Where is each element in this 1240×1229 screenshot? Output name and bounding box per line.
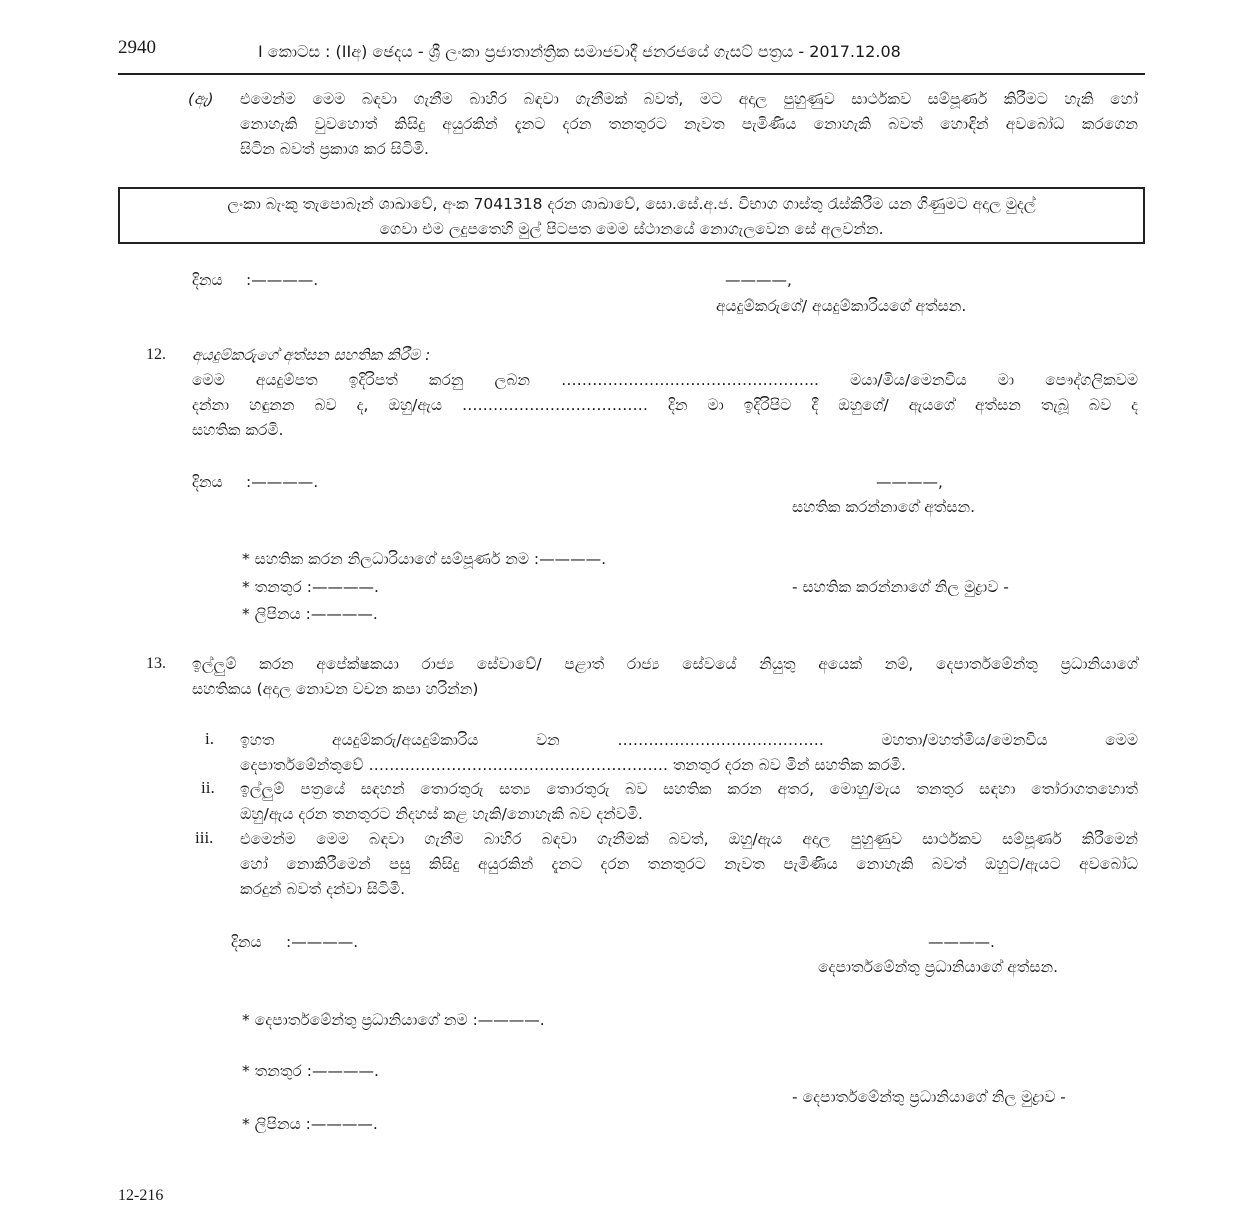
date-label: දිනය [192, 473, 223, 491]
section-number: 12. [146, 346, 166, 363]
gazette-header-title: I කොටස : (IIඅ) ඡෙදය - ශ්‍රී ලංකා ප්‍රජාතාන්ත්‍රික සමාජවාදී ජනරජයේ ගැසට් පත්‍රය - 2017.12.08 [258, 42, 901, 61]
list-item-line: හෝ නොකිරීමෙන් පසු කිසිදු අයුරකින් දැනට දරන තනතුරට නැවත පැමිණිය නොහැකි බවත් ඔහුට/ඇයට අවබෝධ [240, 855, 1138, 873]
section-line: දන්නා හඳුනන බව ද, ඔහු/ඇය ……………………………… දින මා ඉදිරිපිට දී ඔහුගේ/ ඇයගේ අත්සන තැබූ බව ද [192, 396, 1138, 414]
header-rule [118, 73, 1145, 75]
signature-line: ————. [928, 933, 995, 951]
list-item-line: කරදුන් බවත් දන්වා සිටිමි. [240, 880, 406, 898]
payment-receipt-box [118, 187, 1145, 244]
paragraph-line: නොහැකි වුවහොත් කිසිදු අයුරකින් දැනට දරන තනතුරට නැවත පැමිණිය නොහැකි බවත් හොඳින් අවබෝධ කරගෙන [240, 115, 1138, 133]
paragraph-line: එමෙන්ම මෙම බඳවා ගැනීම බාහිර බඳවා ගැනීමක් බවත්, මට අදාල පුහුණුව සාර්ථකව සම්පූර්ණ කිරීමට හැකි හෝ [240, 90, 1138, 108]
signature-line: ————, [876, 473, 943, 491]
head-address-field: * ලිපිනය :————. [242, 1115, 378, 1133]
list-item-line: එමෙන්ම මෙම බඳවා ගැනීම බාහිර බඳවා ගැනීමක් බවත්, ඔහු/ඇය අදාල පුහුණුව සාර්ථකව සම්පූර්ණ කිරීමෙන් [240, 830, 1138, 848]
page-number: 2940 [118, 37, 156, 58]
official-seal-caption: - දෙපාර්තමේන්තු ප්‍රධානියාගේ නිල මුද්‍රාව - [792, 1088, 1066, 1106]
section-number: 13. [146, 655, 166, 672]
signature-caption: අයදුම්කරුගේ/ අයදුම්කාරියගේ අත්සන. [716, 297, 967, 315]
signature-caption: සහතික කරන්නාගේ අත්සන. [792, 498, 976, 516]
date-label: දිනය [231, 933, 262, 951]
section-line: ඉල්ලුම් කරන අපේක්ෂකයා රාජ්‍ය සේවාවේ/ පළාත් රාජ්‍ය සේවයේ නියුතු අයෙක් නම්, දෙපාර්තමේන්තු ප්‍රධානියාගේ [192, 655, 1138, 673]
list-item-number: i. [205, 729, 214, 748]
list-item-number: ii. [201, 778, 215, 797]
list-item-line: ඔහු/ඇය දරන තනතුරට නිදහස් කළ හැකි/නොහැකි බව දන්වමි. [240, 805, 643, 823]
date-blank: :————. [246, 473, 319, 491]
date-blank: :————. [246, 271, 319, 289]
head-designation-field: * තනතුර :————. [242, 1062, 379, 1080]
certifier-name-field: * සහතික කරන නිලධාරියාගේ සම්පූර්ණ නම :————. [242, 550, 607, 568]
certifier-designation-field: * තනතුර :————. [242, 578, 379, 596]
box-text-line: ගෙවා එම ලදුපතෙහි මුල් පිටපත මෙම ස්ථානයේ නොගැලවෙන සේ අලවන්න. [379, 220, 884, 238]
date-label: දිනය [192, 271, 223, 289]
official-seal-caption: - සහතික කරන්නාගේ නිල මුද්‍රාව - [792, 578, 1009, 596]
signature-caption: දෙපාර්තමේන්තු ප්‍රධානියාගේ අත්සන. [818, 958, 1059, 976]
list-item-line: දෙපාර්තමේන්තුවේ …………………………………………………. තනතුර දරන බව මින් සහතික කරමි. [240, 756, 906, 774]
section-heading: අයදුම්කරුගේ අත්සන සහතික කිරීම : [192, 346, 431, 364]
box-text-line: ලංකා බැංකු තැපොබෑන් ශාඛාවේ, අංක 7041318 දරන ශාඛාවේ, සො.සේ.අ.ජ. විභාග ගාස්තු රැස්කිරීම යන ගිණුමට අදාල මුදල් [227, 195, 1036, 213]
list-item-number: iii. [195, 828, 214, 847]
date-blank: :————. [286, 933, 359, 951]
signature-line: ————, [725, 271, 792, 289]
certifier-address-field: * ලිපිනය :————. [242, 605, 378, 623]
section-line: මෙම අයදුම්පත ඉදිරිපත් කරනු ලබන ………………………………………….. මයා/මිය/මෙනවිය මා පෞද්ගලිකවම [192, 371, 1138, 389]
list-item-line: ඉල්ලුම් පත්‍රයේ සඳහන් තොරතුරු සත්‍ය තොරතුරු බව සහතික කරන අතර, මොහු/මැය තනතුර සඳහා තෝරාගතහොත් [240, 780, 1138, 798]
paragraph-label: (ඇ) [188, 90, 214, 108]
list-item-line: ඉහත අයදුම්කරු/අයදුම්කාරිය වන …………………………………. මහතා/මහත්මිය/මෙනවිය මෙම [240, 731, 1138, 749]
head-name-field: * දෙපාර්තමේන්තු ප්‍රධානියාගේ නම :————. [242, 1011, 545, 1029]
footer-code: 12-216 [118, 1187, 164, 1204]
section-line: සහතික කරමි. [192, 421, 284, 439]
section-line: සහතිකය (අදාල නොවන වචන කපා හරින්න) [192, 680, 479, 698]
paragraph-line: සිටින බවත් ප්‍රකාශ කර සිටිමි. [240, 140, 429, 158]
